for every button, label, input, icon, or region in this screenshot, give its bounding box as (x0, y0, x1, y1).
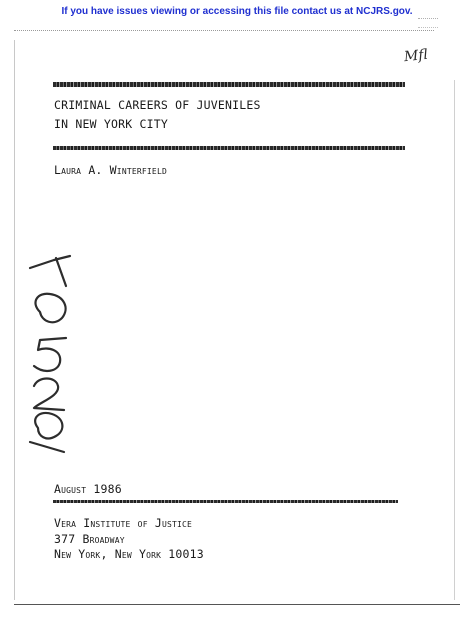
scan-border-left (14, 40, 15, 600)
ncjrs-notice[interactable]: If you have issues viewing or accessing this file contact us at NCJRS.gov. (61, 6, 413, 17)
publisher-name: Vera Institute of Justice (54, 516, 193, 530)
handwritten-mfl-annotation: Mfl (403, 46, 429, 66)
document-title-line-1: CRIMINAL CAREERS OF JUVENILES (54, 98, 261, 112)
title-rule-bottom (53, 146, 405, 150)
scan-border-bottom (14, 604, 460, 605)
date-rule (53, 500, 398, 503)
handwritten-accession-number (20, 246, 80, 456)
document-title-line-2: IN NEW YORK CITY (54, 117, 168, 131)
title-rule-top (53, 82, 405, 87)
publisher-street: 377 Broadway (54, 532, 125, 546)
author-name: Laura A. Winterfield (54, 163, 167, 177)
scan-border-top (14, 30, 434, 31)
scan-border-right (454, 80, 455, 600)
scan-stamp (418, 18, 438, 28)
publication-date: August 1986 (54, 482, 122, 496)
publisher-city: New York, New York 10013 (54, 547, 204, 561)
